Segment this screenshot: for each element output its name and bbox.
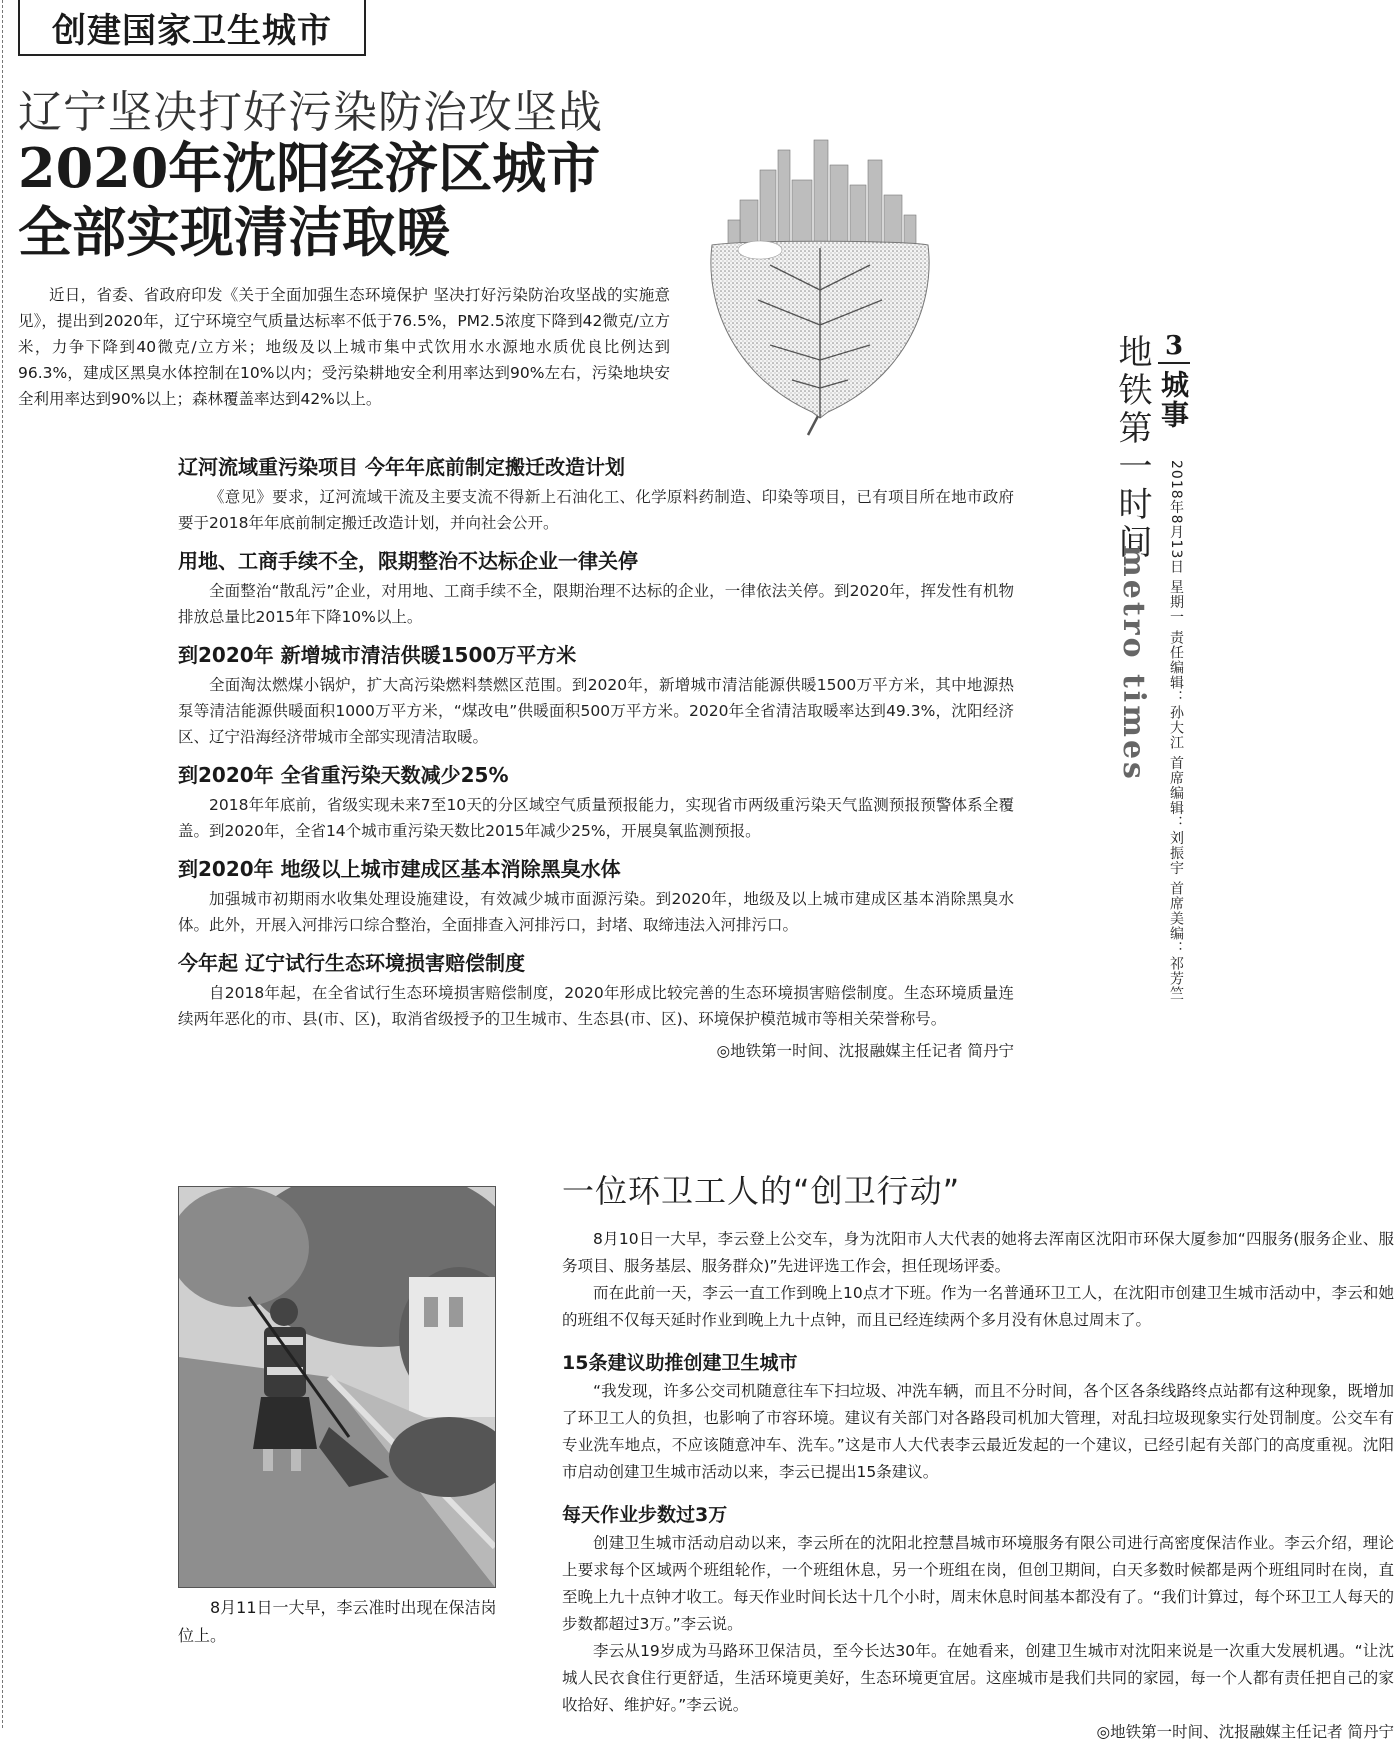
item-heading: 到2020年 地级以上城市建成区基本消除黑臭水体 xyxy=(178,857,621,881)
story2-subheading: 每天作业步数过3万 xyxy=(562,1504,728,1526)
policy-item xyxy=(178,640,1014,750)
item-heading: 今年起 辽宁试行生态环境损害赔偿制度 xyxy=(178,951,525,975)
policy-item xyxy=(178,452,1014,536)
masthead-english: metro times xyxy=(1116,545,1151,782)
headline-line-1: 2020年沈阳经济区城市 xyxy=(18,136,601,200)
item-body: 自2018年起，在全省试行生态环境损害赔偿制度，2020年形成比较完善的生态环境损害赔偿制度。生态环境质量连续两年恶化的市、县(市、区)，取消省级授予的卫生城市、生态县(市、区)、环境保护模范城市等相关荣誉称号。 xyxy=(178,984,1014,1028)
item-body: 全面淘汰燃煤小锅炉，扩大高污染燃料禁燃区范围。到2020年，新增城市清洁能源供暖1500万平方米，其中地源热泵等清洁能源供暖面积1000万平方米，“煤改电”供暖面积500万平方米。2020年全省清洁取暖率达到49.3%，沈阳经济区、辽宁沿海经济带城市全部实现清洁取暖。 xyxy=(178,676,1014,746)
item-heading: 到2020年 新增城市清洁供暖1500万平方米 xyxy=(178,643,577,667)
item-heading: 用地、工商手续不全，限期整治不达标企业一律关停 xyxy=(178,549,638,573)
policy-item xyxy=(178,546,1014,630)
sanitation-worker-photo xyxy=(178,1186,496,1588)
page-masthead xyxy=(1108,330,1198,1060)
story2-paragraph: 创建卫生城市活动启动以来，李云所在的沈阳北控慧昌城市环境服务有限公司进行高密度保洁作业。李云介绍，理论上要求每个区域两个班组轮作，一个班组休息，另一个班组在岗，但创卫期间，白天多数时候都是两个班组同时在岗，直至晚上九十点钟才收工。每天作业时间长达十几个小时，周末休息时间基本都没有了。“我们计算过，每个环卫工人每天的步数都超过3万。”李云说。 xyxy=(562,1534,1394,1633)
policy-item xyxy=(178,948,1014,1032)
masthead-section: 城事 xyxy=(1157,370,1190,430)
item-heading: 到2020年 全省重污染天数减少25% xyxy=(178,763,509,787)
headline-line-2: 全部实现清洁取暖 xyxy=(18,200,450,264)
masthead-info: 2018年8月13日 星期一 责任编辑：孙大江 首席编辑：刘振宇 首席美编：祁芳竺 xyxy=(1168,460,1184,1002)
policy-items xyxy=(178,452,1014,1064)
policy-item xyxy=(178,760,1014,844)
lead-paragraph: 近日，省委、省政府印发《关于全面加强生态环境保护 坚决打好污染防治攻坚战的实施意见》，提出到2020年，辽宁环境空气质量达标率不低于76.5%，PM2.5浓度下降到42微克/立方米，力争下降到40微克/立方米；地级及以上城市集中式饮用水水源地水质优良比例达到96.3%，建成区黑臭水体控制在10%以内；受污染耕地安全利用率达到90%左右，污染地块安全利用率达到90%以上；森林覆盖率达到42%以上。 xyxy=(18,286,670,408)
item-body: 2018年年底前，省级实现未来7至10天的分区域空气质量预报能力，实现省市两级重污染天气监测预报预警体系全覆盖。到2020年，全省14个城市重污染天数比2015年减少25%，开展臭氧监测预报。 xyxy=(178,796,1014,840)
main-headline xyxy=(18,136,698,264)
page-number: 3 xyxy=(1158,330,1190,364)
photo-caption: 8月11日一大早，李云准时出现在保洁岗位上。 xyxy=(178,1598,497,1645)
section-banner: 创建国家卫生城市 xyxy=(18,0,366,56)
story2-paragraph: 李云从19岁成为马路环卫保洁员，至今长达30年。在她看来，创建卫生城市对沈阳来说是一次重大发展机遇。“让沈城人民衣食住行更舒适，生活环境更美好，生态环境更宜居。这座城市是我们共同的家园，每一个人都有责任把自己的家收拾好、维护好。”李云说。 xyxy=(562,1642,1394,1714)
item-body: 加强城市初期雨水收集处理设施建设，有效减少城市面源污染。到2020年，地级及以上城市建成区基本消除黑臭水体。此外，开展入河排污口综合整治，全面排查入河排污口，封堵、取缔违法入河排污口。 xyxy=(178,890,1014,934)
policy-item xyxy=(178,854,1014,938)
story2-title: 一位环卫工人的“创卫行动” xyxy=(562,1172,961,1210)
story2-byline: ◎地铁第一时间、沈报融媒主任记者 简丹宁 xyxy=(1096,1723,1394,1741)
leaf-city-illustration xyxy=(700,130,940,440)
page-edge-dashed xyxy=(2,0,3,1728)
item-heading: 辽河流域重污染项目 今年年底前制定搬迁改造计划 xyxy=(178,455,625,479)
story2-paragraph: 而在此前一天，李云一直工作到晚上10点才下班。作为一名普通环卫工人，在沈阳市创建卫生城市活动中，李云和她的班组不仅每天延时作业到晚上九十点钟，而且已经连续两个多月没有休息过周末了。 xyxy=(562,1284,1394,1329)
item-body: 《意见》要求，辽河流域干流及主要支流不得新上石油化工、化学原料药制造、印染等项目，已有项目所在地市政府要于2018年年底前制定搬迁改造计划，并向社会公开。 xyxy=(178,488,1014,532)
story2-body xyxy=(562,1226,1394,1746)
item-body: 全面整治“散乱污”企业，对用地、工商手续不全，限期治理不达标的企业，一律依法关停。到2020年，挥发性有机物排放总量比2015年下降10%以上。 xyxy=(178,582,1014,626)
story2-paragraph: 8月10日一大早，李云登上公交车，身为沈阳市人大代表的她将去浑南区沈阳市环保大厦参加“四服务(服务企业、服务项目、服务基层、服务群众)”先进评选工作会，担任现场评委。 xyxy=(562,1230,1394,1275)
story2-paragraph: “我发现，许多公交司机随意往车下扫垃圾、冲洗车辆，而且不分时间，各个区各条线路终点站都有这种现象，既增加了环卫工人的负担，也影响了市容环境。建议有关部门对各路段司机加大管理，对乱扫垃圾现象实行处罚制度。公交车有专业洗车地点，不应该随意冲车、洗车。”这是市人大代表李云最近发起的一个建议，已经引起有关部门的高度重视。沈阳市启动创建卫生城市活动以来，李云已提出15条建议。 xyxy=(562,1382,1394,1481)
story2-subheading: 15条建议助推创建卫生城市 xyxy=(562,1352,798,1374)
masthead-brand: 地铁第一时间 xyxy=(1112,334,1152,562)
article-byline: ◎地铁第一时间、沈报融媒主任记者 简丹宁 xyxy=(716,1042,1014,1060)
kicker-headline: 辽宁坚决打好污染防治攻坚战 xyxy=(18,87,603,138)
